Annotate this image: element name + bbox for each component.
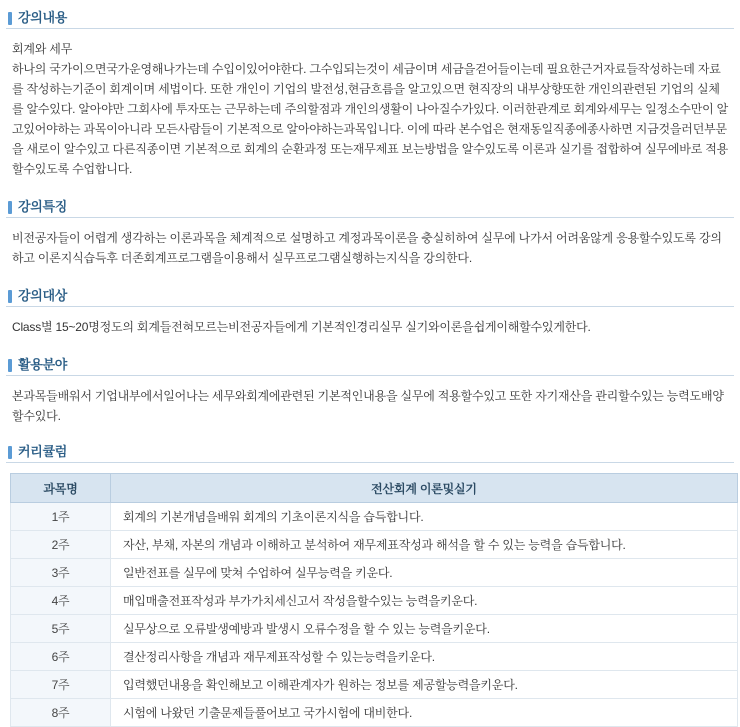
section-accent-bar-icon bbox=[8, 12, 12, 25]
cell-description: 시험에 나왔던 기출문제들풀어보고 국가시험에 대비한다. bbox=[111, 699, 738, 727]
cell-description: 결산정리사항을 개념과 재무제표작성할 수 있는능력을키운다. bbox=[111, 643, 738, 671]
section-header bbox=[6, 286, 734, 307]
section-title: 활용분야 bbox=[18, 357, 68, 372]
cell-description: 회계의 기본개념을배워 회계의 기초이론지식을 습득합니다. bbox=[111, 503, 738, 531]
section-paragraph: 하나의 국가이으면국가운영해나가는데 수입이있어야한다. 그수입되는것이 세금이며 세금을걷어들이는데 필요한근거자료들작성하는데 자료를 작성하는기준이 회계이며 세법이다. 또한 개인이 기업의 발전성,현금흐름을 알고있으면 현직장의 내부상향또한 개인의관련된 기업의 실체를 알수있다. 알아야만 그회사에 투자또는 근무하는데 주의할점과 개인의생활이 나아질수가있다. 이러한관계로 회계와세무는 일정소수만이 알고있어야하는 과목이아니라 모든사람들이 기본적으로 알아야하는과목입니다. 이에 따라 본수업은 현재동일직종에종사하면 지금것을러던부문을 새로이 알수있고 다른직종이면 기본적으로 회계의 순환과정 또는재무제표 보는방법을 알수있도록 이론과 실기를 접합하여 실무에바로 적용할수있도록 수업합니다. bbox=[12, 62, 729, 176]
cell-description: 일반전표를 실무에 맞쳐 수업하여 실무능력을 키운다. bbox=[111, 559, 738, 587]
table-row bbox=[11, 699, 738, 727]
section-accent-bar-icon bbox=[8, 290, 12, 303]
cell-description: 매입매출전표작성과 부가가치세신고서 작성을할수있는 능력을키운다. bbox=[111, 587, 738, 615]
cell-week: 2주 bbox=[11, 531, 111, 559]
cell-week: 5주 bbox=[11, 615, 111, 643]
column-header-subject: 과목명 bbox=[11, 474, 111, 503]
cell-description: 자산, 부채, 자본의 개념과 이해하고 분석하여 재무제표작성과 해석을 할 수 있는 능력을 습득합니다. bbox=[111, 531, 738, 559]
table-row bbox=[11, 503, 738, 531]
section-header bbox=[6, 442, 734, 463]
section-title: 커리큘럼 bbox=[18, 444, 68, 459]
table-row bbox=[11, 671, 738, 699]
cell-description: 입력했던내용을 확인해보고 이해관계자가 원하는 정보를 제공할능력을키운다. bbox=[111, 671, 738, 699]
cell-week: 6주 bbox=[11, 643, 111, 671]
section-paragraph: 본과목들배워서 기업내부에서일어나는 세무와회계에관련된 기본적인내용을 실무에 적용할수있고 또한 자기재산을 관리할수있는 능력도배양할수있다. bbox=[12, 389, 724, 423]
section-application-field bbox=[6, 355, 734, 426]
table-row bbox=[11, 615, 738, 643]
cell-week: 3주 bbox=[11, 559, 111, 587]
section-accent-bar-icon bbox=[8, 201, 12, 214]
cell-description: 실무상으로 오류발생예방과 발생시 오류수정을 할 수 있는 능력을키운다. bbox=[111, 615, 738, 643]
table-row bbox=[11, 643, 738, 671]
section-target-audience bbox=[6, 286, 734, 337]
section-course-content bbox=[6, 8, 734, 179]
section-accent-bar-icon bbox=[8, 446, 12, 459]
section-title: 강의내용 bbox=[18, 10, 68, 25]
table-row bbox=[11, 531, 738, 559]
curriculum-table bbox=[10, 473, 738, 727]
cell-week: 4주 bbox=[11, 587, 111, 615]
table-header-row bbox=[11, 474, 738, 503]
table-row bbox=[11, 559, 738, 587]
section-paragraph: 회계와 세무 bbox=[12, 42, 73, 56]
cell-week: 8주 bbox=[11, 699, 111, 727]
section-course-features bbox=[6, 197, 734, 268]
column-header-theory-practice: 전산회계 이론및실기 bbox=[111, 474, 738, 503]
section-header bbox=[6, 197, 734, 218]
table-row bbox=[11, 587, 738, 615]
section-curriculum bbox=[6, 442, 734, 727]
section-title: 강의대상 bbox=[18, 288, 68, 303]
section-paragraph: 비전공자들이 어렵게 생각하는 이론과목을 체계적으로 설명하고 계정과목이론을 충실히하여 실무에 나가서 어려움않게 응용할수있도록 강의하고 이론지식습득후 더존회계프로그램을이용해서 실무프로그램실행하는지식을 강의한다. bbox=[12, 231, 722, 265]
section-title: 강의특징 bbox=[18, 199, 68, 214]
section-paragraph: Class별 15~20명정도의 회계들전혀모르는비전공자들에게 기본적인경리실무 실기와이론을쉽게이해할수있게한다. bbox=[12, 320, 591, 334]
cell-week: 1주 bbox=[11, 503, 111, 531]
section-header bbox=[6, 8, 734, 29]
cell-week: 7주 bbox=[11, 671, 111, 699]
section-header bbox=[6, 355, 734, 376]
section-accent-bar-icon bbox=[8, 359, 12, 372]
